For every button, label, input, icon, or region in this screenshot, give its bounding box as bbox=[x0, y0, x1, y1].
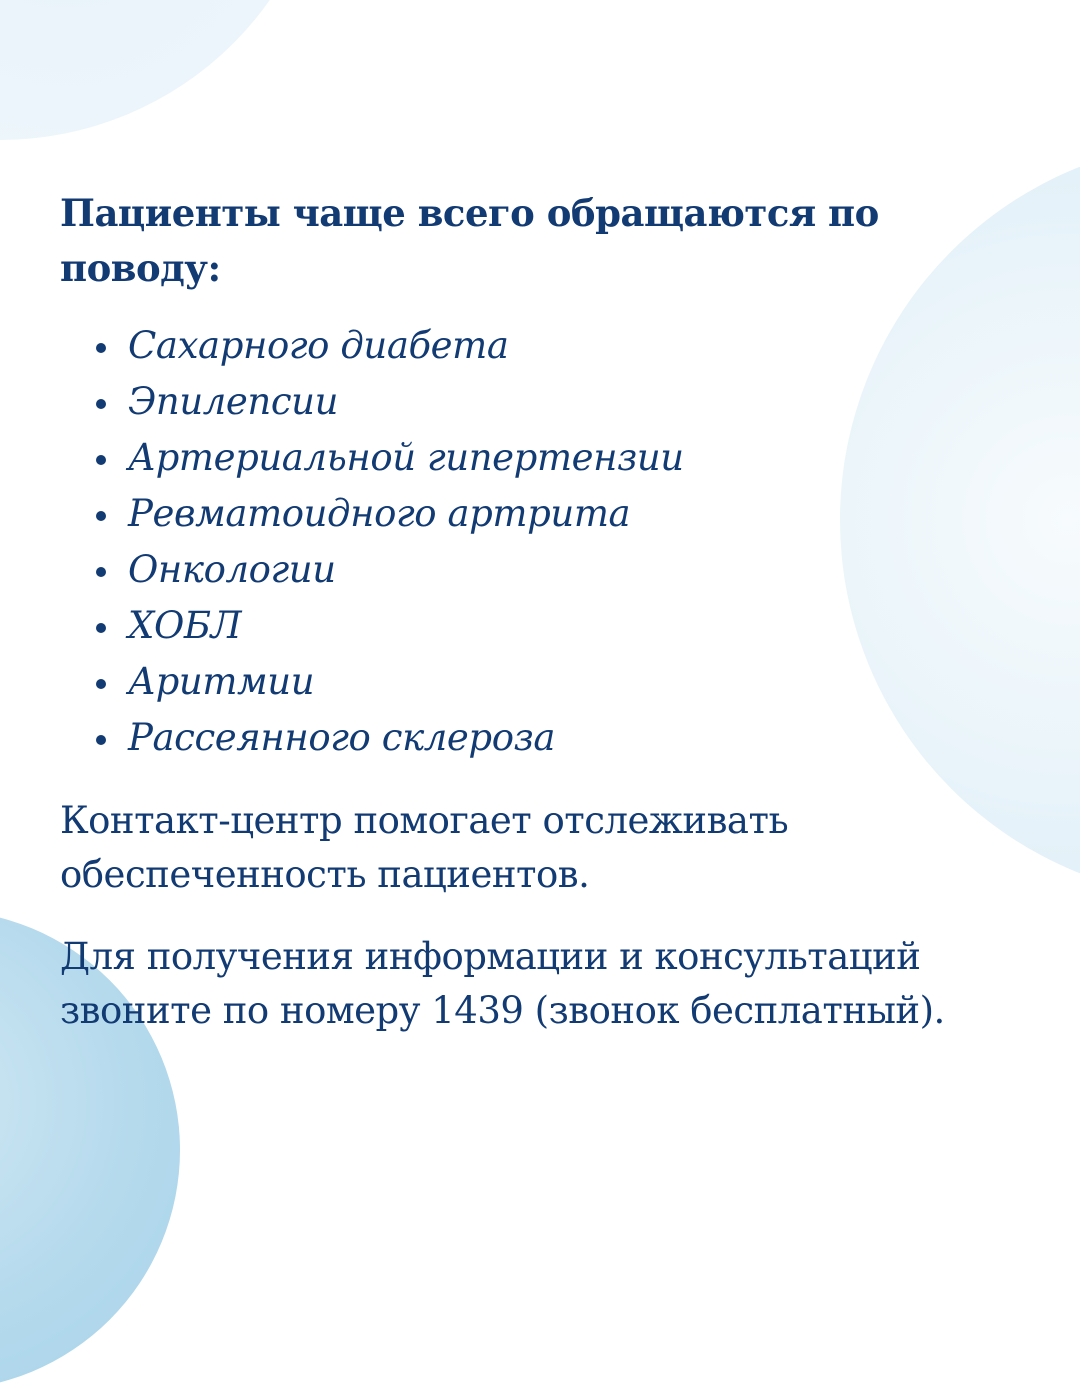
conditions-list bbox=[60, 318, 1040, 766]
list-item: ХОБЛ bbox=[60, 598, 1040, 654]
list-item: Рассеянного склероза bbox=[60, 710, 1040, 766]
background-shape-top bbox=[0, 0, 330, 140]
list-item: Онкологии bbox=[60, 542, 1040, 598]
list-item: Ревматоидного артрита bbox=[60, 486, 1040, 542]
main-content bbox=[60, 186, 1040, 1038]
list-item: Артериальной гипертензии bbox=[60, 430, 1040, 486]
page-heading: Пациенты чаще всего обращаются по поводу: bbox=[60, 191, 879, 290]
hotline-paragraph: Для получения информации и консультаций звоните по номеру 1439 (звонок бесплатный). bbox=[60, 935, 945, 1032]
list-item: Эпилепсии bbox=[60, 374, 1040, 430]
list-item: Аритмии bbox=[60, 654, 1040, 710]
contact-center-paragraph: Контакт-центр помогает отслеживать обеспеченность пациентов. bbox=[60, 799, 789, 896]
list-item: Сахарного диабета bbox=[60, 318, 1040, 374]
